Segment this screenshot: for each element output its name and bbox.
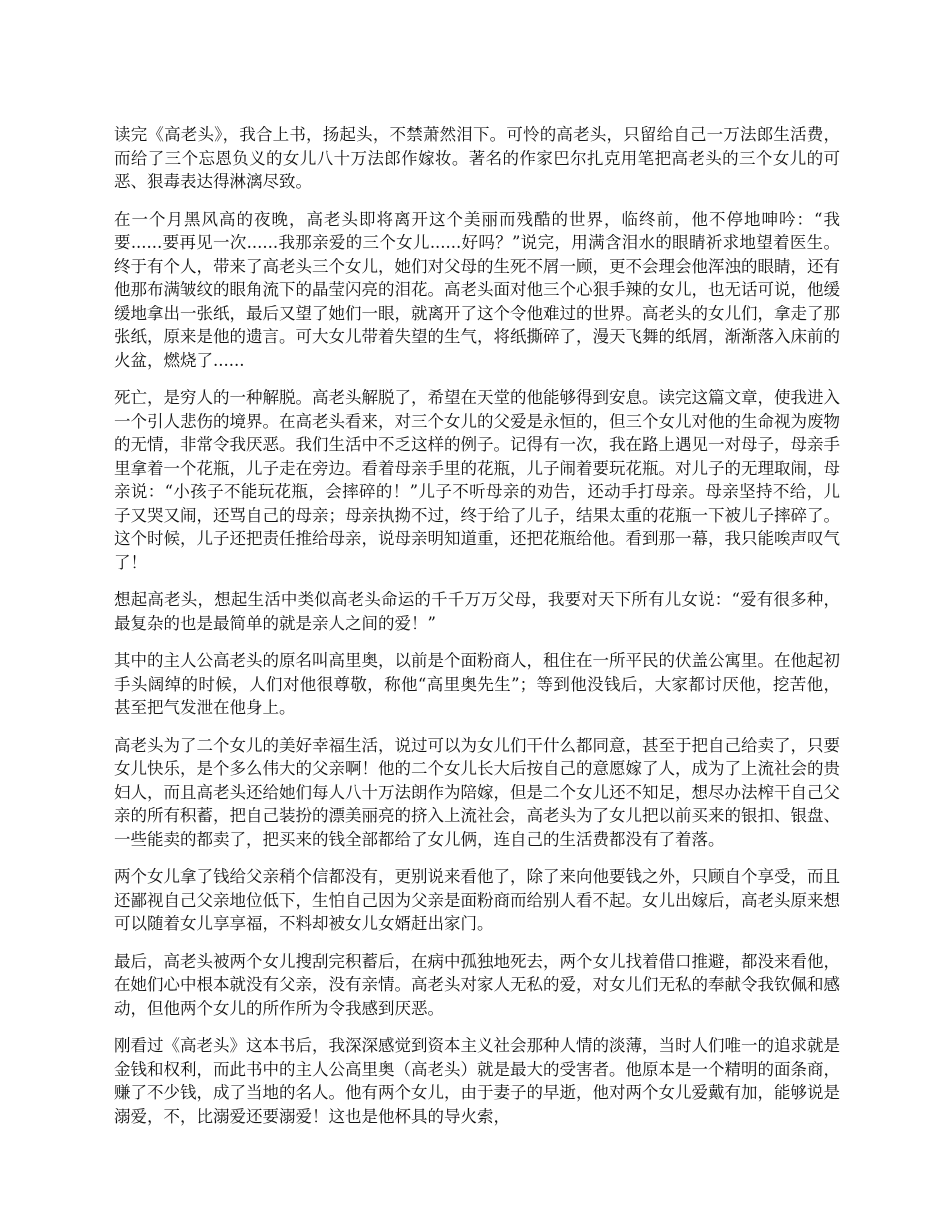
paragraph-8: 最后，高老头被两个女儿搜刮完积蓄后，在病中孤独地死去，两个女儿找着借口推避，都没来看他，在她们心中根本就没有父亲，没有亲情。高老头对家人无私的爱，对女儿们无私的奉献令我钦佩和感动，但他两个女儿的所作所为令我感到厌恶。 (114, 951, 840, 1018)
paragraph-9: 刚看过《高老头》这本书后，我深深感觉到资本主义社会那种人情的淡薄，当时人们唯一的追求就是金钱和权利，而此书中的主人公高里奥（高老头）就是最大的受害者。他原本是一个精明的面条商，赚了不少钱，成了当地的名人。他有两个女儿，由于妻子的早逝，他对两个女儿爱戴有加，能够说是溺爱，不，比溺爱还要溺爱！这也是他杯具的导火索， (114, 1036, 840, 1126)
paragraph-3: 死亡，是穷人的一种解脱。高老头解脱了，希望在天堂的他能够得到安息。读完这篇文章，使我进入一个引人悲伤的境界。在高老头看来，对三个女儿的父爱是永恒的，但三个女儿对他的生命视为废物的无情，非常令我厌恶。我们生活中不乏这样的例子。记得有一次，我在路上遇见一对母子，母亲手里拿着一个花瓶，儿子走在旁边。看着母亲手里的花瓶，儿子闹着要玩花瓶。对儿子的无理取闹，母亲说：“小孩子不能玩花瓶，会摔碎的！”儿子不听母亲的劝告，还动手打母亲。母亲坚持不给，儿子又哭又闹，还骂自己的母亲；母亲执拗不过，终于给了儿子，结果太重的花瓶一下被儿子摔碎了。这个时候，儿子还把责任推给母亲，说母亲明知道重，还把花瓶给他。看到那一幕，我只能唉声叹气了！ (114, 388, 840, 572)
paragraph-1: 读完《高老头》，我合上书，扬起头，不禁萧然泪下。可怜的高老头，只留给自己一万法郎生活费，而给了三个忘恩负义的女儿八十万法郎作嫁妆。著名的作家巴尔扎克用笔把高老头的三个女儿的可恶、狠毒表达得淋漓尽致。 (114, 125, 840, 191)
paragraph-6: 高老头为了二个女儿的美好幸福生活，说过可以为女儿们干什么都同意，甚至于把自己给卖了，只要女儿快乐，是个多么伟大的父亲啊！他的二个女儿长大后按自己的意愿嫁了人，成为了上流社会的贵妇人，而且高老头还给她们每人八十万法朗作为陪嫁，但是二个女儿还不知足，想尽办法榨干自己父亲的所有积蓄，把自己装扮的漂美丽亮的挤入上流社会，高老头为了女儿把以前买来的银扣、银盘、一些能卖的都卖了，把买来的钱全部都给了女儿俩，连自己的生活费都没有了着落。 (114, 735, 840, 849)
document-body (114, 123, 840, 1142)
paragraph-7: 两个女儿拿了钱给父亲稍个信都没有，更别说来看他了，除了来向他要钱之外，只顾自个享受，而且还鄙视自己父亲地位低下，生怕自己因为父亲是面粉商而给别人看不起。女儿出嫁后，高老头原来想可以随着女儿享享福，不料却被女儿女婿赶出家门。 (114, 867, 840, 933)
paragraph-2: 在一个月黑风高的夜晚，高老头即将离开这个美丽而残酷的世界，临终前，他不停地呻吟：“我要......要再见一次......我那亲爱的三个女儿......好吗？”说完，用满含泪水的眼睛祈求地望着医生。终于有个人，带来了高老头三个女儿，她们对父母的生死不屑一顾，更不会理会他浑浊的眼睛，还有他那布满皱纹的眼角流下的晶莹闪亮的泪花。高老头面对他三个心狠手辣的女儿，也无话可说，他缓缓地拿出一张纸，最后又望了她们一眼，就离开了这个令他难过的世界。高老头的女儿们，拿走了那张纸，原来是他的遗言。可大女儿带着失望的生气，将纸撕碎了，漫天飞舞的纸屑，渐渐落入床前的火盆，燃烧了...... (114, 209, 840, 370)
paragraph-5: 其中的主人公高老头的原名叫高里奥，以前是个面粉商人，租住在一所平民的伏盖公寓里。在他起初手头阔绰的时候，人们对他很尊敬，称他“高里奥先生”；等到他没钱后，大家都讨厌他，挖苦他，甚至把气发泄在他身上。 (114, 651, 840, 717)
paragraph-4: 想起高老头，想起生活中类似高老头命运的千千万万父母，我要对天下所有儿女说：“爱有很多种，最复杂的也是最简单的就是亲人之间的爱！” (114, 590, 840, 633)
